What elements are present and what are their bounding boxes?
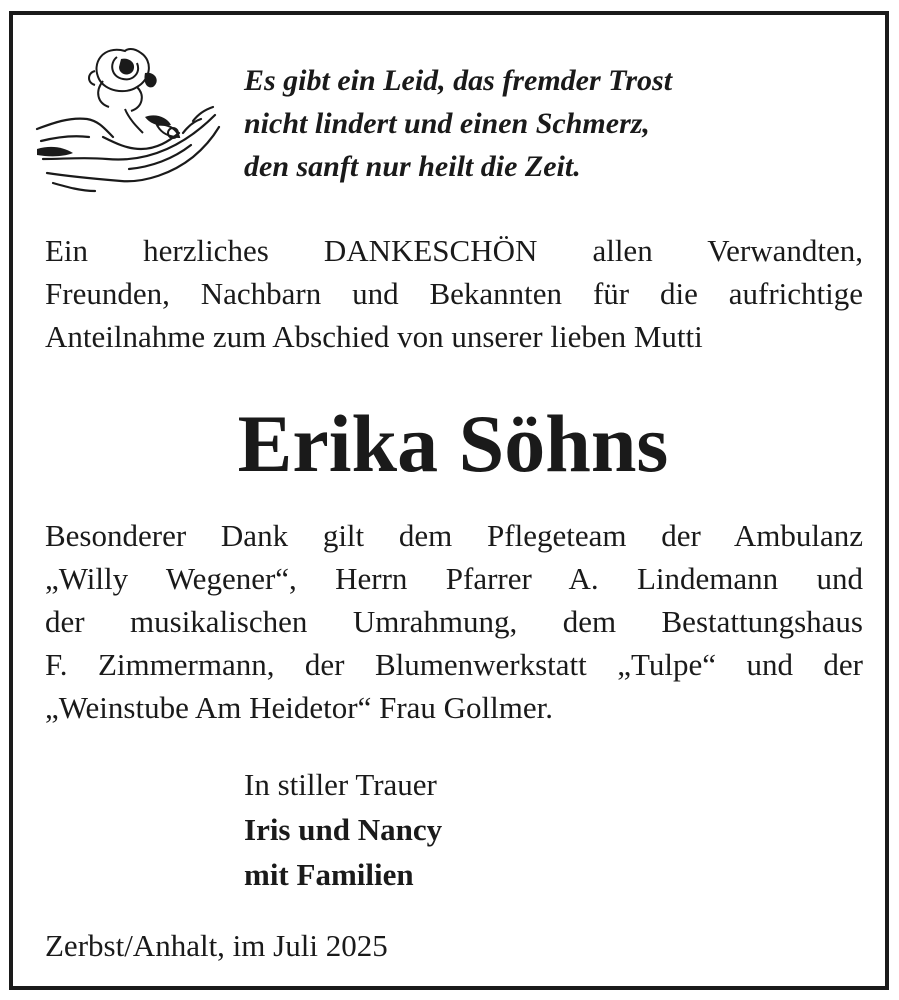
obituary-card	[9, 11, 889, 990]
memorial-quote	[244, 59, 844, 188]
special-thanks-line: „Weinstube Am Heidetor“ Frau Gollmer.	[45, 690, 554, 725]
special-thanks-line: F. Zimmermann, der Blumenwerkstatt „Tulpe“ und der	[45, 647, 863, 682]
mourning-intro: In stiller Trauer	[244, 767, 437, 802]
thanks-paragraph	[45, 229, 863, 358]
mourner-names: Iris und Nancy	[244, 812, 443, 847]
mourner-families: mit Familien	[244, 857, 414, 892]
special-thanks-paragraph	[45, 514, 863, 729]
thanks-line: Ein herzliches DANKESCHÖN allen Verwandten,	[45, 233, 863, 268]
special-thanks-line: „Willy Wegener“, Herrn Pfarrer A. Lindemann und	[45, 561, 863, 596]
thanks-line: Anteilnahme zum Abschied von unserer lieben Mutti	[45, 319, 703, 354]
quote-line: Es gibt ein Leid, das fremder Trost	[244, 64, 673, 97]
special-thanks-line: der musikalischen Umrahmung, dem Bestattungshaus	[45, 604, 863, 639]
special-thanks-line: Besonderer Dank gilt dem Pflegeteam der Ambulanz	[45, 518, 863, 553]
mourners-block	[244, 762, 442, 897]
hand-holding-rose-icon	[33, 33, 223, 193]
quote-line: nicht lindert und einen Schmerz,	[244, 107, 650, 140]
deceased-name: Erika Söhns	[237, 398, 669, 489]
quote-line: den sanft nur heilt die Zeit.	[244, 150, 581, 183]
place-date: Zerbst/Anhalt, im Juli 2025	[45, 928, 388, 963]
thanks-line: Freunden, Nachbarn und Bekannten für die aufrichtige	[45, 276, 863, 311]
